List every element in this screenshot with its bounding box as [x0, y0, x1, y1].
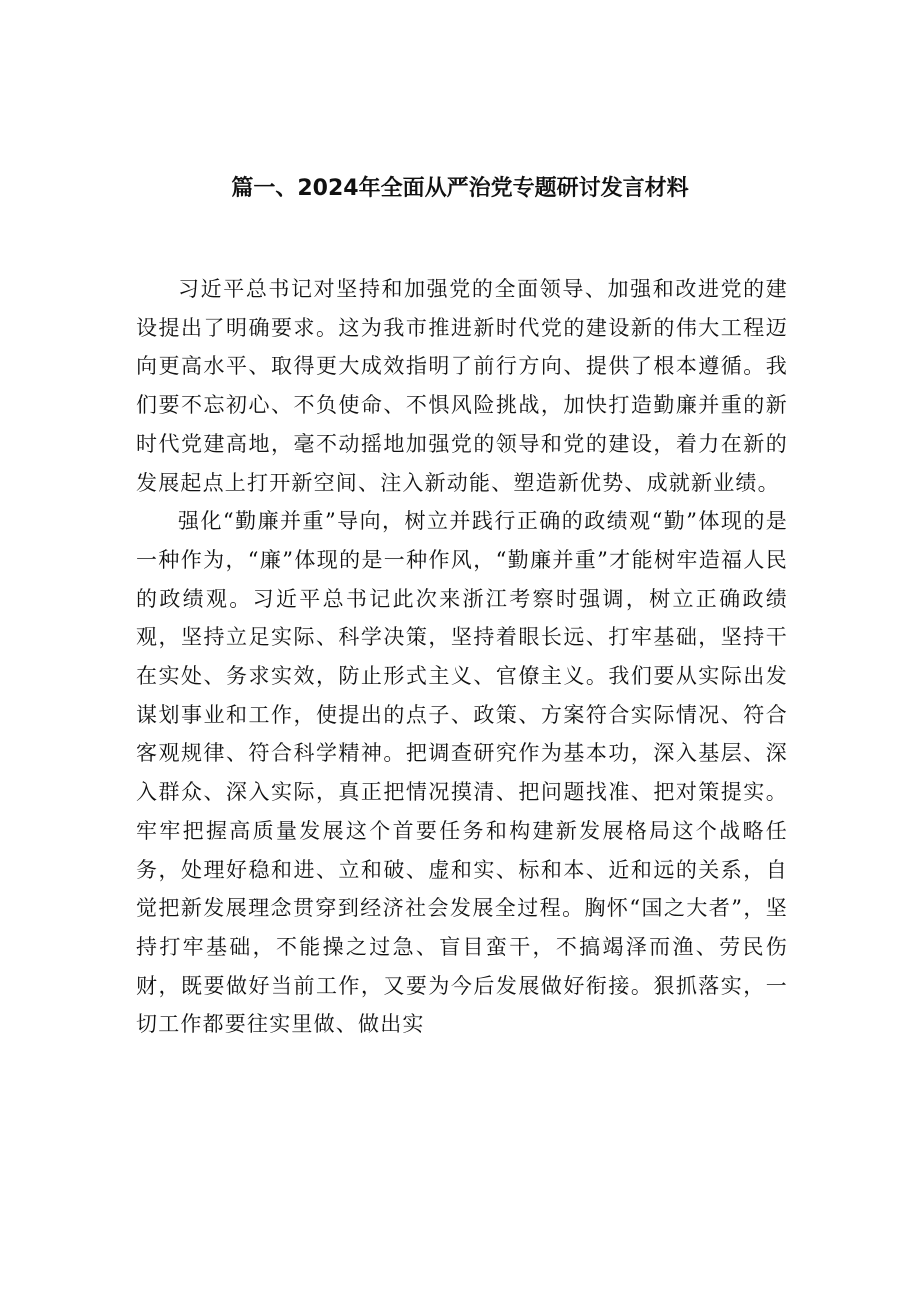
document-title: 篇一、2024年全面从严治党专题研讨发言材料 [231, 176, 689, 201]
paragraph-intro: 习近平总书记对坚持和加强党的全面领导、加强和改进党的建设提出了明确要求。这为我市推进新时代党的建设新的伟大工程迈向更高水平、取得更大成效指明了前行方向、提供了根本遵循。我们要不忘初心、不负使命、不惧风险挑战，加快打造勤廉并重的新时代党建高地，毫不动摇地加强党的领导和党的建设，着力在新的发展起点上打开新空间、注入新动能、塑造新优势、成就新业绩。 [136, 277, 788, 495]
paragraph-qinlian: 强化“勤廉并重”导向，树立并践行正确的政绩观“勤”体现的是一种作为，“廉”体现的是一种作风，“勤廉并重”才能树牢造福人民的政绩观。习近平总书记此次来浙江考察时强调，树立正确政绩观，坚持立足实际、科学决策，坚持着眼长远、打牢基础，坚持干在实处、务求实效，防止形式主义、官僚主义。我们要从实际出发谋划事业和工作，使提出的点子、政策、方案符合实际情况、符合客观规律、符合科学精神。把调查研究作为基本功，深入基层、深入群众、深入实际，真正把情况摸清、把问题找准、把对策提实。牢牢把握高质量发展这个首要任务和构建新发展格局这个战略任务，处理好稳和进、立和破、虚和实、标和本、近和远的关系，自觉把新发展理念贯穿到经济社会发展全过程。胸怀“国之大者”，坚持打牢基础，不能操之过急、盲目蛮干，不搞竭泽而渔、劳民伤财，既要做好当前工作，又要为今后发展做好衔接。狠抓落实，一切工作都要往实里做、做出实 [136, 509, 788, 1037]
document-body [136, 270, 788, 1044]
